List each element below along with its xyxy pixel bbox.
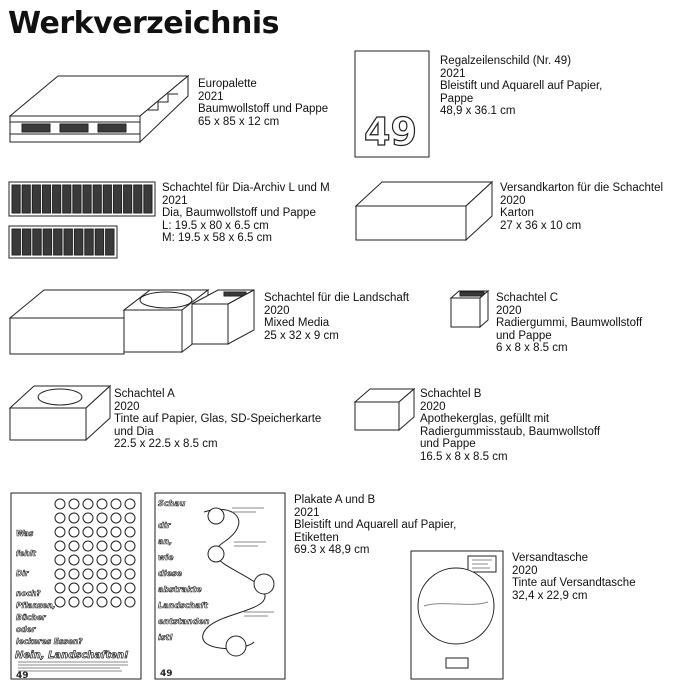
slide-slot: [32, 185, 40, 213]
poster-a-word: Was: [16, 529, 34, 538]
work-dimensions: L: 19.5 x 80 x 6.5 cm: [162, 219, 269, 232]
work-dimensions: 69.3 x 48,9 cm: [294, 544, 370, 556]
slide-slot: [33, 229, 41, 255]
work-caption-schachtel-c: [496, 292, 642, 355]
work-caption-schachtel-b: [420, 388, 600, 463]
work-material: Bleistift und Aquarell auf Papier,: [440, 80, 603, 92]
landschaft-drawing: [8, 288, 258, 356]
poster-a-slogan: Nein, Landschaften!: [15, 650, 129, 661]
work-material: Radiergummisstaub, Baumwollstoff: [420, 425, 601, 438]
work-year: 2021: [440, 67, 466, 80]
slide-slot: [12, 185, 20, 213]
poster-circle: [55, 527, 65, 537]
work-material: Tinte auf Papier, Glas, SD-Speicherkarte: [114, 413, 322, 425]
versandtasche-drawing: [410, 550, 504, 680]
poster-a-word: Pflanzen,: [16, 601, 56, 610]
work-material: Mixed Media: [264, 317, 330, 329]
work-material: Dia, Baumwollstoff und Pappe: [162, 207, 316, 219]
work-dimensions: 16.5 x 8 x 8.5 cm: [420, 450, 508, 463]
work-caption-landschaft: [264, 292, 409, 342]
slide-slot: [22, 185, 30, 213]
work-title: Versandtasche: [512, 552, 589, 564]
poster-circle: [69, 555, 79, 565]
slide-slot: [63, 185, 71, 213]
poster-circle: [83, 513, 93, 523]
work-title: Plakate A und B: [294, 494, 376, 506]
slide-slot: [53, 185, 61, 213]
work-year: 2021: [162, 194, 188, 207]
work-material: Etiketten: [294, 531, 339, 544]
slide-slot: [113, 185, 121, 213]
poster-circle: [97, 499, 107, 509]
work-caption-schachtel-a: [114, 388, 321, 451]
work-title: Schachtel B: [420, 388, 482, 400]
shelf-number-label: 49: [364, 110, 417, 154]
slide-slot: [144, 185, 152, 213]
slide-slot: [134, 185, 142, 213]
work-title: Schachtel für die Landschaft: [264, 292, 410, 304]
poster-b-number: 49: [160, 669, 173, 679]
poster-circle: [55, 513, 65, 523]
plakat-a-drawing: [10, 492, 142, 680]
poster-circle: [55, 583, 65, 593]
poster-circle: [97, 527, 107, 537]
poster-b-word: diese: [158, 569, 183, 578]
slide-slot: [85, 229, 93, 255]
poster-circle: [97, 541, 107, 551]
slide-slot: [22, 229, 30, 255]
work-material: Radiergummi, Baumwollstoff: [496, 317, 643, 329]
work-caption-versandkarton: [500, 182, 663, 232]
work-title: Versandkarton für die Schachtel: [500, 182, 664, 194]
poster-circle: [55, 541, 65, 551]
slide-slot: [12, 229, 20, 255]
poster-circle: [69, 513, 79, 523]
schachtel-b-drawing: [354, 388, 416, 432]
poster-circle: [111, 541, 121, 551]
work-material: Apothekerglas, gefüllt mit: [420, 413, 550, 425]
poster-circle: [125, 527, 135, 537]
poster-circle: [111, 569, 121, 579]
poster-circle: [69, 583, 79, 593]
slide-slot: [93, 185, 101, 213]
work-material: Karton: [500, 207, 534, 219]
work-title: Europalette: [198, 78, 257, 90]
poster-circle: [69, 569, 79, 579]
slide-slot: [74, 229, 82, 255]
poster-a-word: Bücher: [16, 613, 46, 622]
poster-circle: [97, 597, 107, 607]
poster-circle: [125, 541, 135, 551]
work-year: 2021: [198, 90, 224, 103]
poster-b-word: an,: [158, 537, 173, 546]
work-caption-regalzeilenschild: [440, 55, 602, 118]
poster-a-word: Dir: [16, 569, 29, 578]
poster-circle: [97, 513, 107, 523]
work-year: 2020: [114, 400, 140, 413]
slide-slot: [95, 229, 103, 255]
europalette-drawing: [8, 74, 188, 146]
work-title: Schachtel für Dia-Archiv L und M: [162, 182, 330, 194]
poster-circle: [69, 499, 79, 509]
poster-a-word: leckeres Essen?: [16, 637, 83, 646]
slide-slot: [73, 185, 81, 213]
work-year: 2020: [264, 304, 290, 317]
work-year: 2020: [500, 194, 526, 207]
versandkarton-drawing: [354, 180, 494, 242]
work-dimensions: 65 x 85 x 12 cm: [198, 115, 280, 128]
schachtel-c-drawing: [450, 290, 490, 328]
poster-circle: [55, 569, 65, 579]
work-material: Tinte auf Versandtasche: [512, 577, 636, 589]
work-title: Schachtel C: [496, 292, 559, 304]
work-material: Baumwollstoff und Pappe: [198, 103, 329, 115]
slide-slot: [83, 185, 91, 213]
slide-slot: [124, 185, 132, 213]
poster-circle: [125, 555, 135, 565]
poster-circle: [125, 597, 135, 607]
poster-b-word: wie: [158, 553, 174, 562]
poster-circle: [83, 555, 93, 565]
work-dimensions: M: 19.5 x 58 x 6.5 cm: [162, 232, 272, 244]
poster-circle: [111, 597, 121, 607]
dia-archiv-drawing: [8, 180, 156, 260]
poster-circle: [55, 555, 65, 565]
work-dimensions: 48,9 x 36.1 cm: [440, 105, 516, 117]
poster-circle: [111, 499, 121, 509]
work-material: Pappe: [440, 92, 474, 105]
plakat-b-drawing: [154, 492, 286, 680]
work-caption-versandtasche: [512, 552, 636, 602]
page-title: Werkverzeichnis: [8, 6, 280, 41]
poster-circle: [69, 541, 79, 551]
work-material: Bleistift und Aquarell auf Papier,: [294, 519, 457, 531]
poster-circle: [83, 527, 93, 537]
slide-slot: [64, 229, 72, 255]
work-caption-europalette: [198, 78, 328, 128]
poster-circle: [97, 569, 107, 579]
work-year: 2020: [512, 564, 538, 577]
poster-circle: [125, 569, 135, 579]
poster-circle: [111, 583, 121, 593]
work-year: 2020: [496, 304, 522, 317]
poster-circle: [111, 555, 121, 565]
poster-a-word: fehlt: [16, 549, 36, 558]
regalzeilenschild-drawing: [354, 50, 430, 158]
schachtel-a-drawing: [8, 384, 112, 442]
poster-circle: [83, 597, 93, 607]
work-dimensions: 25 x 32 x 9 cm: [264, 329, 339, 342]
poster-b-word: abstrakte: [158, 585, 202, 594]
slide-slot: [54, 229, 62, 255]
poster-circle: [111, 513, 121, 523]
poster-circle: [55, 597, 65, 607]
work-caption-plakate: [294, 494, 456, 557]
poster-circle: [55, 499, 65, 509]
poster-circle: [125, 513, 135, 523]
work-title: Schachtel A: [114, 388, 175, 400]
poster-a-number: 49: [16, 671, 29, 681]
work-material: und Pappe: [420, 438, 476, 450]
work-dimensions: 27 x 36 x 10 cm: [500, 219, 582, 232]
work-dimensions: 32,4 x 22,9 cm: [512, 589, 588, 602]
poster-circle: [111, 527, 121, 537]
poster-b-word: entstanden: [158, 617, 210, 626]
work-year: 2020: [420, 400, 446, 413]
slide-slot: [42, 185, 50, 213]
work-title: Regalzeilenschild (Nr. 49): [440, 55, 572, 67]
work-material: und Pappe: [496, 329, 552, 342]
poster-circle: [83, 499, 93, 509]
poster-circle: [125, 499, 135, 509]
slide-slot: [43, 229, 51, 255]
work-dimensions: 22.5 x 22.5 x 8.5 cm: [114, 438, 218, 450]
work-caption-dia-archiv: [162, 182, 330, 245]
poster-b-word: ist!: [158, 633, 173, 642]
poster-b-word: dir: [158, 521, 171, 530]
poster-circle: [69, 597, 79, 607]
poster-circle: [83, 541, 93, 551]
poster-circle: [83, 569, 93, 579]
poster-circle: [125, 583, 135, 593]
work-year: 2021: [294, 506, 320, 519]
slide-slot: [106, 229, 114, 255]
poster-circle: [97, 583, 107, 593]
poster-circle: [83, 583, 93, 593]
poster-a-word: noch?: [16, 589, 41, 598]
work-material: und Dia: [114, 425, 154, 438]
poster-circle: [97, 555, 107, 565]
poster-b-word: Schau: [158, 499, 186, 508]
poster-circle: [69, 527, 79, 537]
poster-b-word: Landschaft: [158, 601, 208, 610]
slide-slot: [103, 185, 111, 213]
work-dimensions: 6 x 8 x 8.5 cm: [496, 342, 568, 354]
poster-a-word: oder: [16, 625, 36, 634]
